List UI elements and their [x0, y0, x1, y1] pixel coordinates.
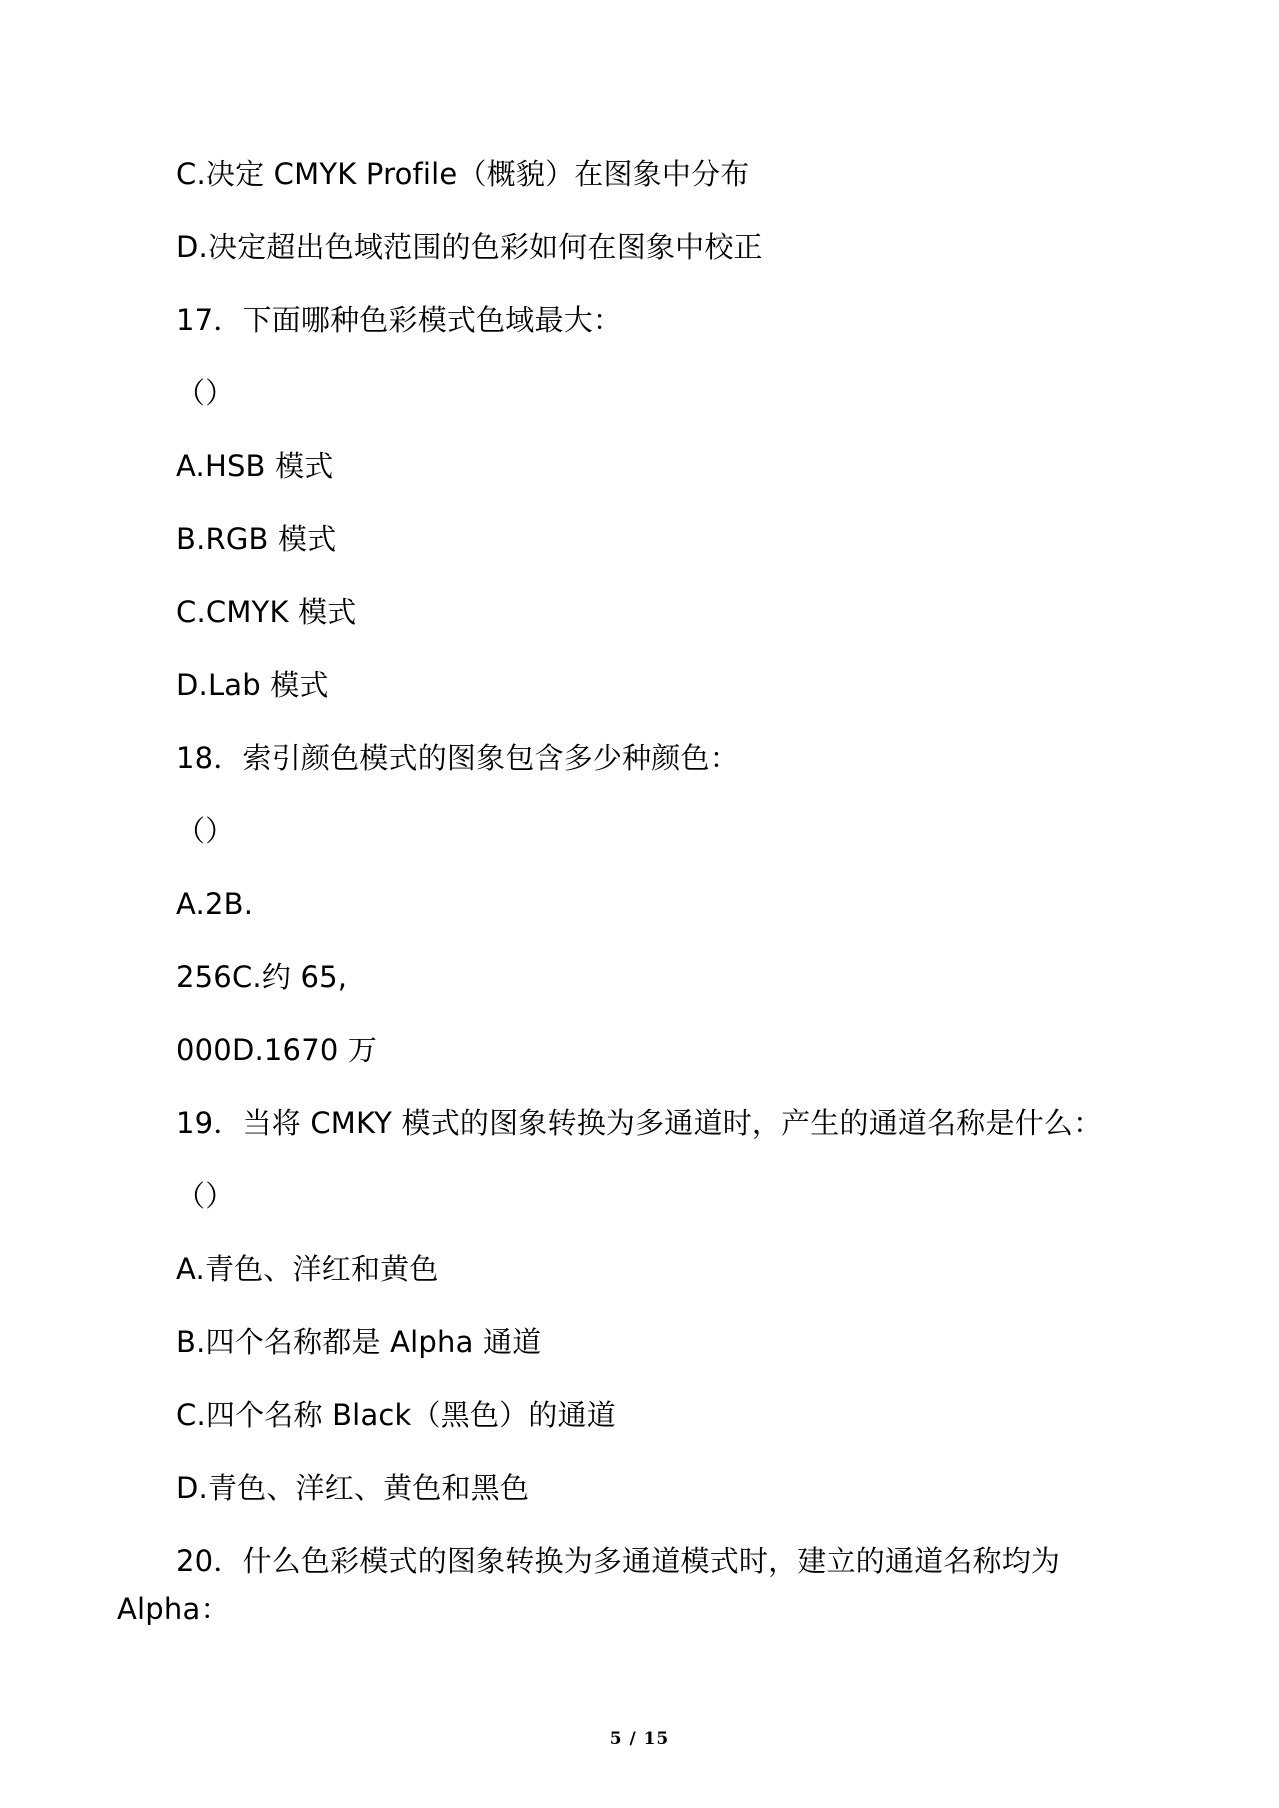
question-20: 20．什么色彩模式的图象转换为多通道模式时，建立的通道名称均为	[176, 1544, 1061, 1578]
option-19a: A.青色、洋红和黄色	[176, 1252, 439, 1286]
option-17b: B.RGB 模式	[176, 522, 337, 556]
answer-blank-17: （）	[176, 376, 235, 410]
answer-blank-19: （）	[176, 1179, 235, 1213]
option-19d: D.青色、洋红、黄色和黑色	[176, 1471, 530, 1505]
option-17c: C.CMYK 模式	[176, 595, 357, 629]
option-18b-c: 256C.约 65,	[176, 960, 348, 994]
option-17a: A.HSB 模式	[176, 449, 334, 483]
question-18: 18．索引颜色模式的图象包含多少种颜色：	[176, 741, 739, 775]
option-16d: D.决定超出色域范围的色彩如何在图象中校正	[176, 230, 763, 264]
answer-blank-18: （）	[176, 814, 235, 848]
option-16c: C.决定 CMYK Profile（概貌）在图象中分布	[176, 157, 750, 191]
question-17: 17．下面哪种色彩模式色域最大：	[176, 303, 623, 337]
option-17d: D.Lab 模式	[176, 668, 329, 702]
option-19b: B.四个名称都是 Alpha 通道	[176, 1325, 542, 1359]
question-20-continuation: Alpha：	[117, 1592, 230, 1626]
option-18c-d: 000D.1670 万	[176, 1033, 378, 1067]
question-19: 19．当将 CMKY 模式的图象转换为多通道时，产生的通道名称是什么：	[176, 1106, 1103, 1140]
option-19c: C.四个名称 Black（黑色）的通道	[176, 1398, 616, 1432]
page-number: 5 / 15	[609, 1729, 670, 1749]
option-18a: A.2B.	[176, 887, 254, 921]
